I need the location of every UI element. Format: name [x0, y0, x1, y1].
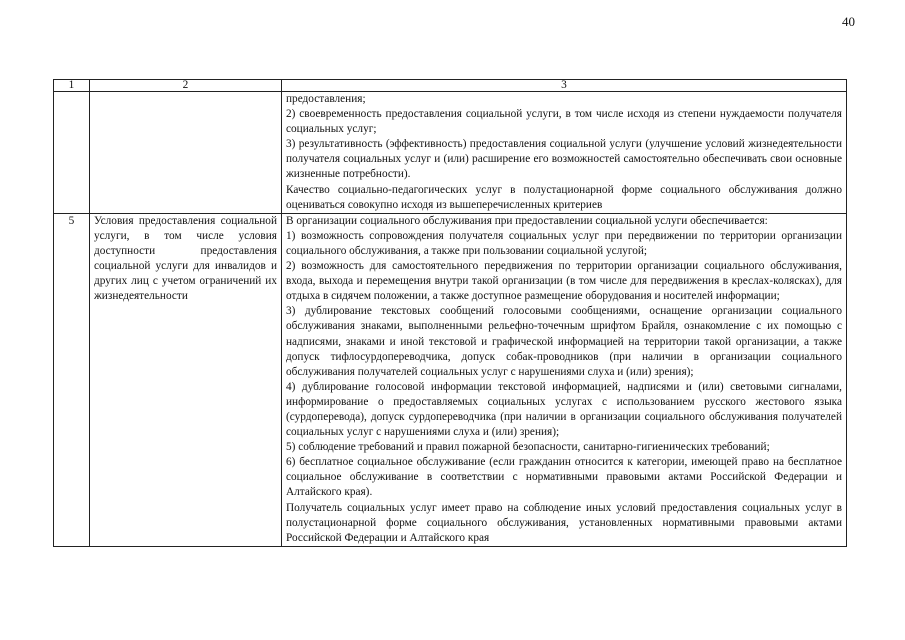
- content-paragraph: В организации социального обслуживания при предоставлении социальной услуги обеспечивается:: [286, 214, 768, 227]
- column-number-3: 3: [282, 80, 847, 92]
- content-paragraph: 2) своевременность предоставления социальной услуги, в том числе исходя из степени нуждаемости получателя социальных услуг;: [286, 108, 842, 136]
- row-title: Условия предоставления социальной услуги, в том числе условия доступности предоставления социальной услуги для инвалидов и других лиц с учетом ограничений их жизнедеятельности: [90, 213, 282, 546]
- content-paragraph: 2) возможность для самостоятельного передвижения по территории организации социального обслуживания, входа, выхода и перемещения внутри такой организации (в том числе для передвижения в креслах-колясках), для отдыха в сидячем положении, а также доступное размещение оборудования и носителей информации;: [286, 260, 842, 303]
- row-content: [282, 92, 847, 214]
- content-paragraph: 4) дублирование голосовой информации текстовой информацией, надписями и (или) световыми сигналами, информирование о предоставляемых социальных услугах с использованием русского жестового языка (сурдоперевода), допуск сурдопереводчика (при наличии в организации социального обслуживания получателей социальных услуг с нарушениями слуха и (или) зрения);: [286, 380, 842, 439]
- content-paragraph: 5) соблюдение требований и правил пожарной безопасности, санитарно-гигиенических требований;: [286, 441, 770, 454]
- document-table: [53, 79, 847, 547]
- row-number: [54, 92, 90, 214]
- content-paragraph: Получатель социальных услуг имеет право на соблюдение иных условий предоставления социальных услуг в полустационарной форме социального обслуживания, установленных нормативными правовыми актами Российской Федерации и Алтайского края: [286, 501, 842, 544]
- content-paragraph: 1) возможность сопровождения получателя социальных услуг при передвижении по территории организации социального обслуживания, а также при пользовании социальной услугой;: [286, 229, 842, 257]
- row-content: [282, 213, 847, 546]
- content-paragraph: Качество социально-педагогических услуг в полустационарной форме социального обслуживания должно оцениваться совокупно исходя из вышеперечисленных критериев: [286, 183, 842, 211]
- table-row-continuation: [54, 92, 847, 214]
- content-paragraph: 3) результативность (эффективность) предоставления социальной услуги (улучшение условий жизнедеятельности получателя социальных услуг и (или) расширение его возможностей самостоятельно обеспечивать свои основные жизненные потребности).: [286, 138, 842, 181]
- table-row-5: [54, 213, 847, 546]
- page-number: 40: [842, 14, 855, 29]
- row-number: 5: [54, 213, 90, 546]
- column-number-1: 1: [54, 80, 90, 92]
- column-number-row: [54, 80, 847, 92]
- content-paragraph: предоставления;: [286, 93, 366, 105]
- content-paragraph: 6) бесплатное социальное обслуживание (если гражданин относится к категории, имеющей право на бесплатное социальное обслуживание в соответствии с нормативными правовыми актами Российской Федерации и Алтайского края).: [286, 456, 842, 499]
- content-paragraph: 3) дублирование текстовых сообщений голосовыми сообщениями, оснащение организации социального обслуживания знаками, выполненными рельефно-точечным шрифтом Брайля, ознакомление с их помощью с надписями, знаками и иной текстовой и графической информацией на территории такой организации, а также допуск тифлосурдопереводчика, допуск собак-проводников (при наличии в организации социального обслуживания получателей социальных услуг с нарушениями слуха и (или) зрения);: [286, 305, 842, 378]
- row-title: [90, 92, 282, 214]
- column-number-2: 2: [90, 80, 282, 92]
